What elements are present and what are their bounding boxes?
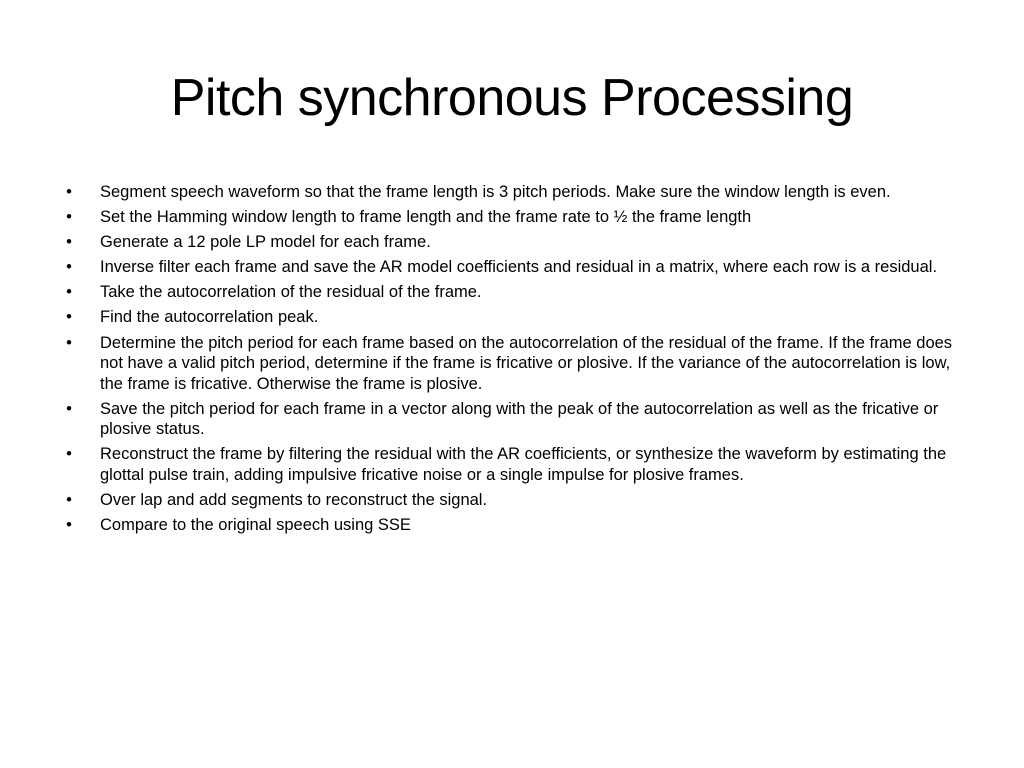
bullet-text: Generate a 12 pole LP model for each frame.	[100, 233, 431, 252]
bullet-item	[56, 333, 968, 395]
bullet-text: Determine the pitch period for each frame based on the autocorrelation of the residual of the frame. If the frame does not have a valid pitch period, determine if the frame is fricative or plosive. If the variance of the autocorrelation is low, the frame is fricative. Otherwise the frame is plosive.	[100, 333, 953, 393]
bullet-icon: •	[66, 490, 72, 509]
bullet-icon: •	[66, 208, 72, 227]
bullet-icon: •	[66, 333, 72, 352]
bullet-icon: •	[66, 399, 72, 418]
slide-title: Pitch synchronous Processing	[170, 69, 854, 127]
bullet-icon: •	[66, 308, 72, 327]
bullet-icon: •	[66, 183, 72, 201]
bullet-text: Save the pitch period for each frame in a vector along with the peak of the autocorrelation as well as the fricative or plosive status.	[100, 399, 939, 439]
bullet-list	[56, 182, 968, 540]
bullet-text: Inverse filter each frame and save the AR model coefficients and residual in a matrix, where each row is a residual.	[100, 258, 938, 277]
bullet-item	[56, 232, 968, 253]
bullet-text: Find the autocorrelation peak.	[100, 308, 319, 327]
bullet-text: Compare to the original speech using SSE	[100, 515, 411, 534]
bullet-icon: •	[66, 515, 72, 534]
bullet-item	[56, 207, 968, 228]
bullet-item	[56, 444, 968, 485]
bullet-item	[56, 307, 968, 328]
bullet-item	[56, 399, 968, 440]
bullet-icon: •	[66, 233, 72, 252]
bullet-text: Set the Hamming window length to frame length and the frame rate to ½ the frame length	[100, 208, 752, 227]
bullet-icon: •	[66, 258, 72, 277]
bullet-icon: •	[66, 445, 72, 464]
bullet-item	[56, 515, 968, 536]
bullet-text: Reconstruct the frame by filtering the residual with the AR coefficients, or synthesize the waveform by estimating the glottal pulse train, adding impulsive fricative noise or a single impulse for plosive frames.	[100, 445, 947, 484]
bullet-item	[56, 182, 968, 203]
bullet-text: Take the autocorrelation of the residual of the frame.	[100, 283, 482, 302]
bullet-item	[56, 257, 968, 278]
bullet-text: Segment speech waveform so that the frame length is 3 pitch periods. Make sure the window length is even.	[100, 183, 891, 201]
bullet-item	[56, 490, 968, 511]
bullet-item	[56, 282, 968, 303]
bullet-icon: •	[66, 283, 72, 302]
bullet-text: Over lap and add segments to reconstruct the signal.	[100, 490, 488, 509]
